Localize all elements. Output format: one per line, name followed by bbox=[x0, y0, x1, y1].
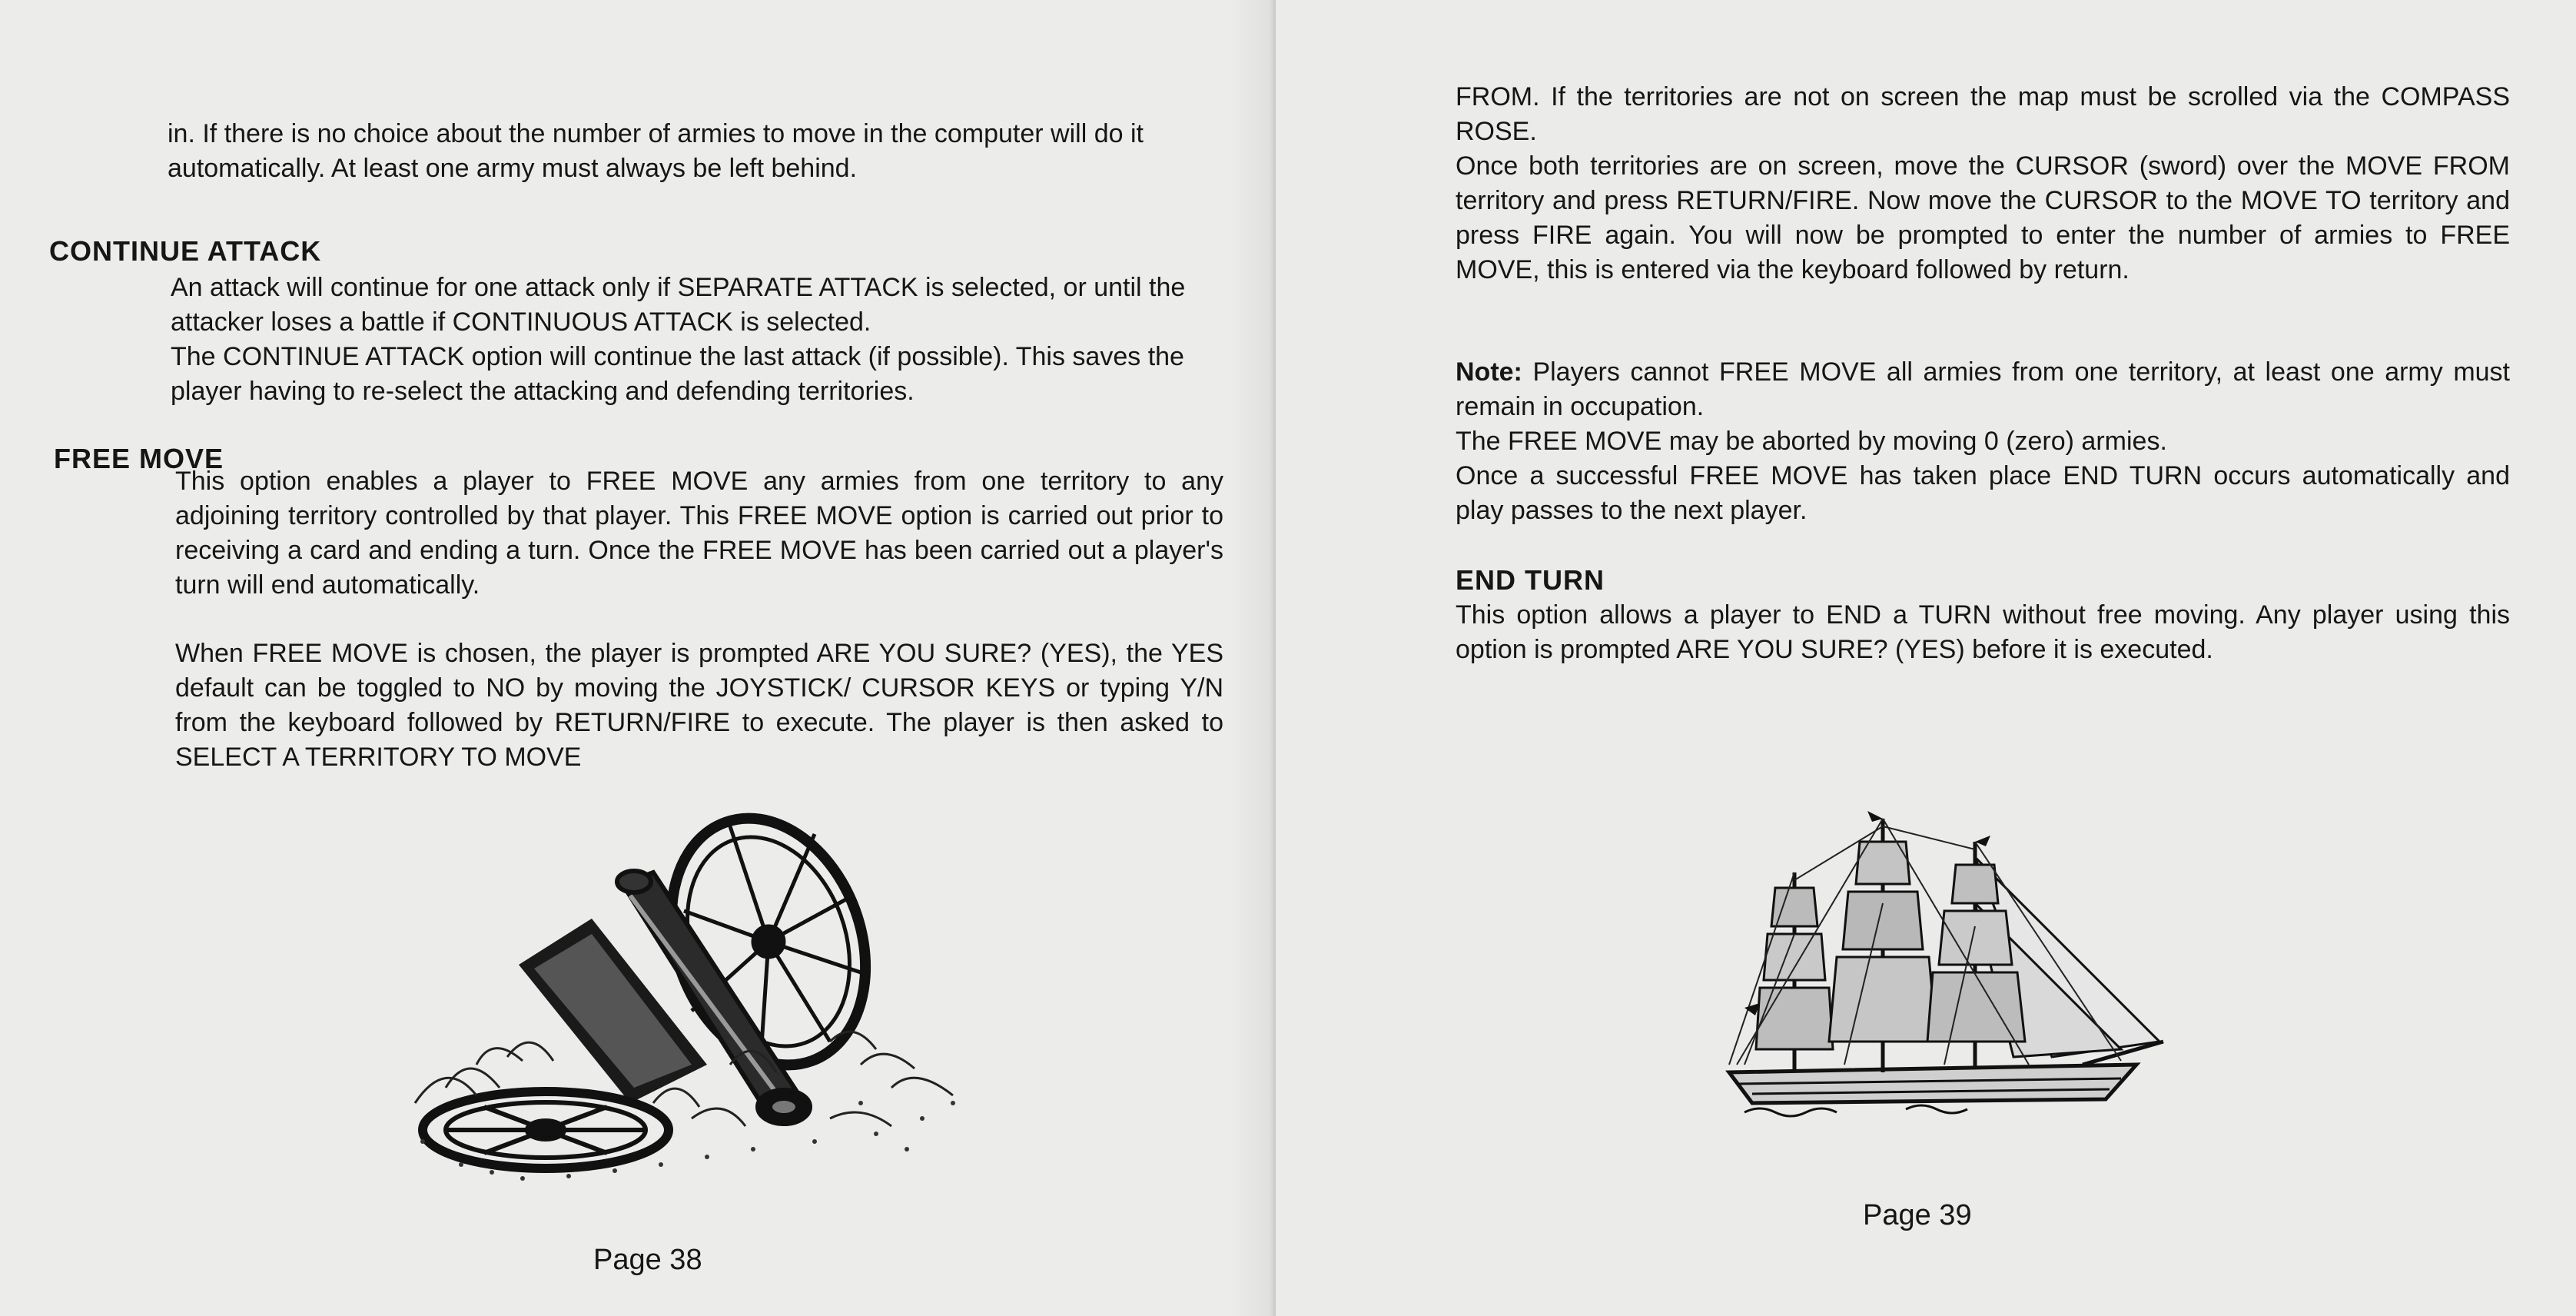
from-paragraph: FROM. If the territories are not on screen the map must be scrolled via the COMPASS ROSE. bbox=[1456, 82, 2510, 146]
note-text: Players cannot FREE MOVE all armies from one territory, at least one army must remain in occupation. bbox=[1456, 357, 2510, 421]
page-number-38: Page 38 bbox=[593, 1244, 702, 1276]
free-move-para2: When FREE MOVE is chosen, the player is prompted ARE YOU SURE? (YES), the YES default can be toggled to NO by moving the JOYSTICK/ CURSOR KEYS or typing Y/N from the keyboard followed by RETURN/FIRE to execute. The player is then asked to SELECT A TERRITORY TO MOVE bbox=[175, 639, 1223, 772]
success-paragraph: Once a successful FREE MOVE has taken place END TURN occurs automatically and play passes to the next player. bbox=[1456, 461, 2510, 525]
page-number-39: Page 39 bbox=[1863, 1199, 1972, 1231]
continue-attack-para1: An attack will continue for one attack only if SEPARATE ATTACK is selected, or until the attacker loses a battle if CONTINUOUS ATTACK is selected. bbox=[171, 273, 1186, 337]
end-turn-paragraph: This option allows a player to END a TURN without free moving. Any player using this option is prompted ARE YOU SURE? (YES) before it is executed. bbox=[1456, 600, 2510, 664]
abort-paragraph: The FREE MOVE may be aborted by moving 0 (zero) armies. bbox=[1456, 427, 2167, 456]
end-turn-heading: END TURN bbox=[1456, 564, 1605, 596]
intro-paragraph: in. If there is no choice about the number of armies to move in the computer will do it automatically. At least one army must always be left behind. bbox=[168, 119, 1144, 183]
note-paragraph bbox=[1456, 355, 2510, 424]
ship-illustration bbox=[1721, 811, 2167, 1118]
note-section bbox=[1456, 355, 2510, 528]
left-page bbox=[0, 0, 1276, 1316]
right-page bbox=[1276, 0, 2576, 1316]
continue-attack-para2: The CONTINUE ATTACK option will continue the last attack (if possible). This saves the player having to re-select the attacking and defending territories. bbox=[171, 342, 1184, 406]
cannon-illustration bbox=[400, 811, 999, 1195]
cursor-paragraph: Once both territories are on screen, move the CURSOR (sword) over the MOVE FROM territory and press RETURN/FIRE. Now move the CURSOR to the MOVE TO territory and press FIRE again. You will now be prompted to enter the number of armies to FREE MOVE, this is entered via the keyboard followed by return. bbox=[1456, 151, 2510, 284]
note-label: Note: bbox=[1456, 357, 1522, 387]
free-move-para1: This option enables a player to FREE MOVE any armies from one territory to any adjoining territory controlled by that player. This FREE MOVE option is carried out prior to receiving a card and ending a turn. Once the FREE MOVE has been carried out a player's turn will end automatically. bbox=[175, 467, 1223, 600]
continue-attack-section bbox=[171, 271, 1223, 409]
free-move-heading: FREE MOVE bbox=[54, 443, 224, 474]
free-move-section bbox=[175, 464, 1223, 775]
continue-attack-heading: CONTINUE ATTACK bbox=[49, 235, 322, 267]
right-top-section bbox=[1456, 80, 2510, 287]
